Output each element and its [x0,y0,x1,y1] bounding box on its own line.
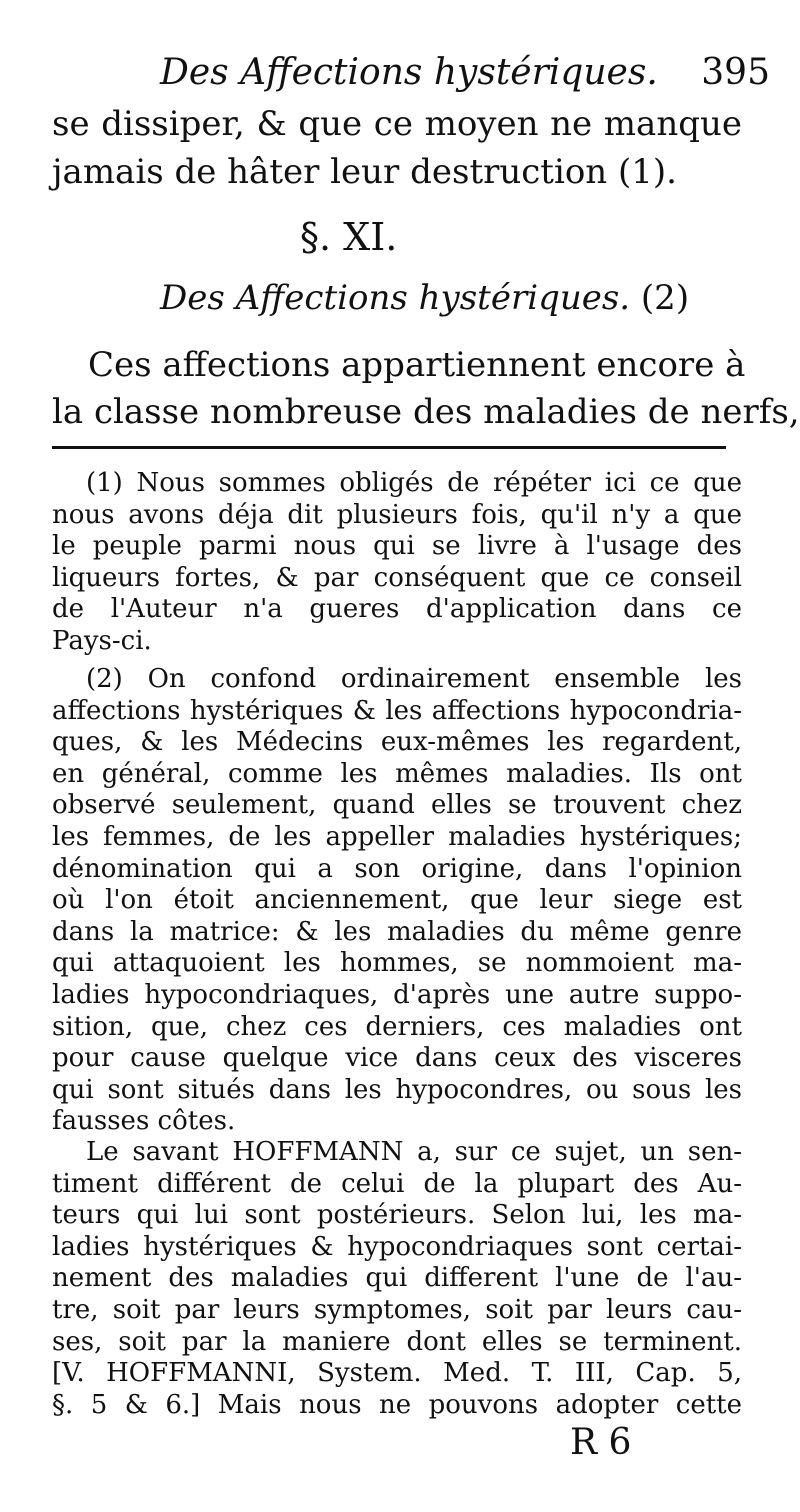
footnote-line: qui attaquoient les hommes, se nommoient ma- [52,948,742,979]
page-number: 395 [701,52,770,93]
footnote-line: où l'on étoit anciennement, que leur siege est [52,885,742,916]
footnote-line: fausses côtes. [52,1106,236,1137]
section-title [160,278,689,318]
footnote-line: le peuple parmi nous qui se livre à l'usage des [52,531,742,562]
section-title-text: Des Affections hystériques. [160,278,631,318]
footnote-line: nement des maladies qui different l'une de l'au- [52,1263,742,1294]
footnote-line: ladies hypocondriaques, d'après une autre suppo- [52,980,742,1010]
footnote-line: ques, & les Médecins eux-mêmes les regardent, [52,727,742,758]
footnote-line: de l'Auteur n'a gueres d'application dans ce [52,594,742,625]
running-header [160,52,770,93]
footnote-line: dénomination qui a son origine, dans l'opinion [52,853,742,884]
footnote-line: Pays-ci. [52,626,152,656]
header-title: Des Affections hystériques. [160,52,658,93]
body-line: Ces affections appartiennent encore à [88,345,746,385]
footnote-line: qui sont situés dans les hypocondres, ou sous les [52,1074,742,1105]
footnote-line: (1) Nous sommes obligés de répéter ici ce que [86,468,742,498]
footnote-rule [52,446,726,449]
footnote-line: dans la matrice: & les maladies du même genre [52,916,742,947]
body-line: se dissiper, & que ce moyen ne manque [52,104,742,144]
footnote-line: teurs qui lui sont postérieurs. Selon lui, les ma- [52,1200,742,1231]
footnote-line: (2) On confond ordinairement ensemble les [86,664,742,694]
footnote-line: [V. HOFFMANNI, System. Med. T. III, Cap. 5, [52,1358,742,1389]
footnote-line: timent différent de celui de la plupart des Au- [52,1168,742,1199]
footnote-line: sition, que, chez ces derniers, ces maladies ont [52,1011,742,1042]
signature-mark: R 6 [570,1422,632,1463]
footnote-line: les femmes, de les appeller maladies hystériques; [52,822,742,852]
footnote-line: pour cause quelque vice dans ceux des visceres [52,1043,742,1074]
footnote-line: en général, comme les mêmes maladies. Ils ont [52,758,742,789]
body-line: jamais de hâter leur destruction (1). [52,152,677,192]
footnote-line: Le savant HOFFMANN a, sur ce sujet, un sen- [86,1137,742,1167]
section-heading: §. XI. [300,215,398,259]
body-line: la classe nombreuse des maladies de nerfs, [52,392,800,432]
footnote-line: liqueurs fortes, & par conséquent que ce conseil [52,562,742,593]
footnote-line: ladies hystériques & hypocondriaques sont certai- [52,1231,742,1262]
footnote-line: tre, soit par leurs symptomes, soit par leurs cau- [52,1295,742,1325]
section-title-note-ref: (2) [640,278,690,318]
footnote-line: observé seulement, quand elles se trouvent chez [52,790,742,821]
footnote-line: nous avons déja dit plusieurs fois, qu'il n'y a que [52,499,742,530]
footnote-line: ses, soit par la maniere dont elles se terminent. [52,1326,742,1357]
footnote-line: affections hystériques & les affections hypocondria- [52,695,742,726]
footnote-line: §. 5 & 6.] Mais nous ne pouvons adopter cette [52,1389,742,1420]
